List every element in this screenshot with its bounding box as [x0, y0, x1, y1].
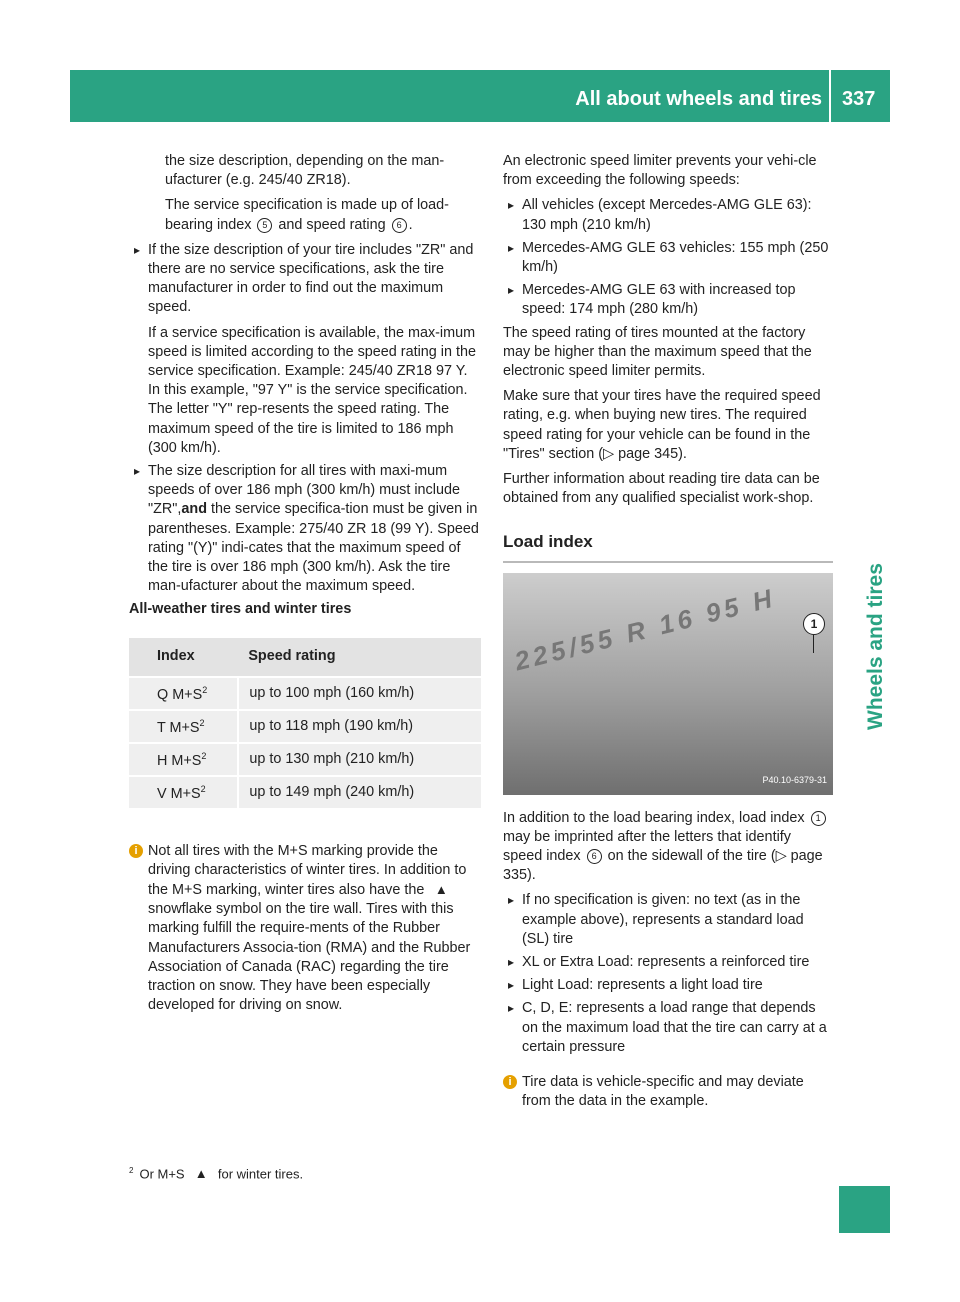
info-note [129, 842, 481, 1016]
paragraph [129, 196, 481, 234]
footnote-ref: 2 [200, 784, 206, 795]
text: on the sidewall of the tire (▷ page 335). [503, 848, 823, 884]
list-item: ▸ Light Load: represents a light load tire [503, 976, 833, 995]
info-note [503, 1073, 833, 1111]
footnote-ref: 2 [202, 685, 208, 696]
snowflake-icon: ▲ [434, 882, 448, 898]
table-row [129, 710, 481, 743]
table-cell [129, 677, 238, 710]
bullet-list [503, 196, 833, 319]
table-row [129, 743, 481, 776]
callout-1-icon: 1 [803, 613, 825, 635]
table-cell [129, 743, 238, 776]
text: The size description for all tires with maxi-mum speeds of over 186 mph (300 km/h) must include "ZR", [148, 463, 460, 518]
text: snowflake symbol on the tire wall. Tires with this marking fulfill the require-ments of the Rubber Manufacturers Associa-tion (RMA) and the Rubber Association of Canada (RAC) regarding the tire traction on snow. They have been especially developed for driving on snow. [148, 901, 471, 1014]
callout-5-icon: 5 [257, 218, 272, 233]
list-item [129, 241, 481, 458]
callout-line [813, 635, 814, 653]
right-column [503, 152, 833, 1112]
table-cell: up to 118 mph (190 km/h) [238, 710, 481, 743]
bullet-list [129, 241, 481, 597]
text: and speed rating [278, 216, 386, 233]
paragraph [503, 809, 833, 886]
text: for winter tires. [217, 1166, 304, 1182]
text: Not all tires with the M+S marking provide the driving characteristics of winter tires. In addition to the M+S marking, winter tires also have the [148, 842, 467, 899]
list-item: ▸ If no specification is given: no text (as in the example above), represents a standard load (SL) tire [503, 891, 833, 949]
column-header: Speed rating [238, 638, 481, 677]
tire-sidewall-photo [503, 573, 833, 795]
header-separator [829, 70, 831, 122]
table-header-row [129, 638, 481, 677]
text: T M+S [157, 719, 200, 736]
text: the service specifica-tion must be given in parentheses. Example: 275/40 ZR 18 (99 Y). Speed rating "(Y)" indi-cates that the maximum speed of the tire is over 186 mph (300 km/h). Ask the tire man-ufacturer about the maximum speed. [148, 501, 479, 595]
text: Or M+S [139, 1166, 185, 1182]
paragraph: Make sure that your tires have the required speed rating, e.g. when buying new tires. The required speed rating for your vehicle can be found in the "Tires" section (▷ page 345). [503, 388, 821, 462]
text: The service specification is made up of load-bearing index [165, 197, 449, 233]
paragraph: If a service specification is available, the max-imum speed is limited according to the speed rating in the service specification. Example: 245/40 ZR18 97 Y. In this example, "97 Y" is the service specification. The letter "Y" rep-resents the speed rating. The maximum speed of the tire is limited to 186 mph (300 km/h). [148, 324, 476, 456]
info-icon: i [129, 844, 143, 858]
table-cell: up to 100 mph (160 km/h) [238, 677, 481, 710]
page-number: 337 [842, 88, 876, 110]
paragraph: An electronic speed limiter prevents your vehi-cle from exceeding the following speeds: [503, 153, 817, 189]
list-item [129, 462, 481, 596]
text: . [408, 216, 413, 233]
list-item: ▸ Mercedes-AMG GLE 63 vehicles: 155 mph (250 km/h) [503, 239, 833, 277]
text: Q M+S [157, 686, 203, 703]
list-item: ▸ C, D, E: represents a load range that depends on the maximum load that the tire can carry at a certain pressure [503, 999, 833, 1057]
list-item: ▸ All vehicles (except Mercedes-AMG GLE 63): 130 mph (210 km/h) [503, 196, 833, 234]
side-tab-label: Wheels and tires [864, 563, 887, 730]
text: may be imprinted after the letters that identify speed index [503, 828, 791, 865]
tire-size-marking: 225/55 R 16 95 H [511, 582, 779, 676]
snowflake-icon: ▲ [194, 1166, 208, 1182]
table-cell: up to 149 mph (240 km/h) [238, 776, 481, 808]
footnote-ref: 2 [199, 718, 205, 729]
side-tab-marker [839, 1186, 890, 1233]
table-cell [129, 776, 238, 808]
list-item: ▸ XL or Extra Load: represents a reinforced tire [503, 953, 833, 972]
section-heading: Load index [503, 532, 833, 562]
info-icon: i [503, 1075, 517, 1089]
text-bold: and [181, 501, 207, 518]
page-title: All about wheels and tires [575, 88, 822, 110]
list-item: ▸ Mercedes-AMG GLE 63 with increased top speed: 174 mph (280 km/h) [503, 281, 833, 319]
table-cell [129, 710, 238, 743]
speed-rating-table [129, 638, 481, 808]
footnote-number: 2 [129, 1166, 134, 1175]
paragraph: The speed rating of tires mounted at the factory may be higher than the maximum speed that the electronic speed limiter permits. [503, 324, 812, 380]
bullet-list [503, 891, 833, 1057]
paragraph: the size description, depending on the man-ufacturer (e.g. 245/40 ZR18). [165, 153, 445, 189]
paragraph: Further information about reading tire data can be obtained from any qualified specialist work-shop. [503, 471, 820, 507]
text: If the size description of your tire includes "ZR" and there are no service specifications, ask the tire manufacturer in order to find out the maximum speed. [148, 241, 474, 316]
text: Tire data is vehicle-specific and may deviate from the data in the example. [522, 1074, 804, 1110]
callout-6-icon: 6 [587, 849, 602, 864]
table-row [129, 776, 481, 808]
photo-code: P40.10-6379-31 [762, 775, 827, 786]
text: H M+S [157, 752, 202, 769]
table-cell: up to 130 mph (210 km/h) [238, 743, 481, 776]
column-header: Index [129, 638, 238, 677]
footnote [129, 1166, 303, 1181]
left-column [129, 152, 481, 1016]
callout-6-icon: 6 [392, 218, 407, 233]
table-row [129, 677, 481, 710]
callout-1-icon: 1 [811, 811, 826, 826]
section-heading: All-weather tires and winter tires [129, 601, 352, 618]
text: V M+S [157, 785, 201, 802]
footnote-ref: 2 [201, 751, 207, 762]
text: In addition to the load bearing index, load index [503, 809, 805, 826]
